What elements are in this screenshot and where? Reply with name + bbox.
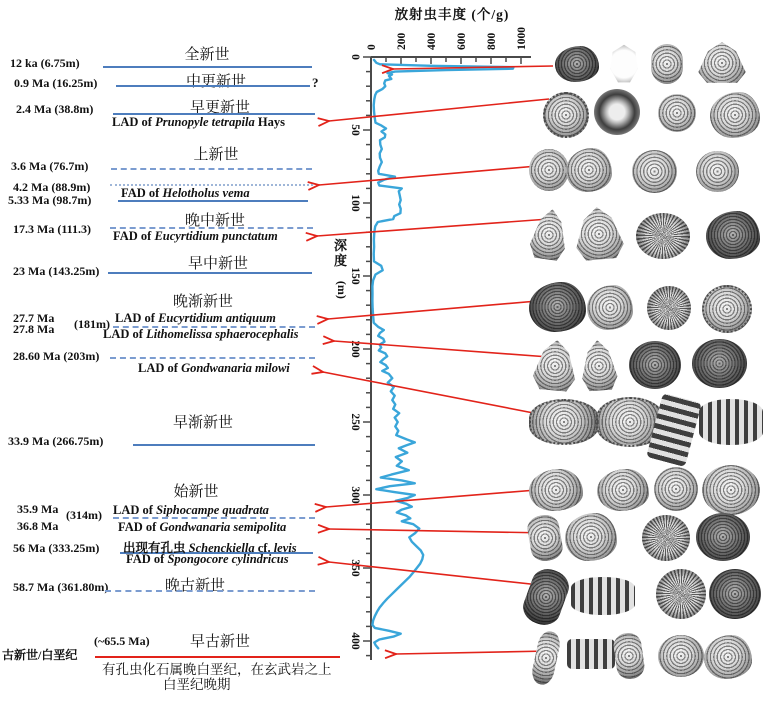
specimen-photo	[529, 399, 599, 445]
specimen-photo	[567, 639, 615, 669]
epoch-label: 早渐新世	[172, 414, 234, 431]
y-tick-label: 300	[349, 486, 361, 504]
epoch-label: 始新世	[173, 483, 219, 500]
specimen-photo	[651, 44, 683, 84]
bottom-note: 有孔虫化石属晚白垩纪，在玄武岩之上	[102, 662, 332, 677]
connector-arrow	[329, 562, 549, 586]
age-label: 28.60 Ma (203m)	[13, 349, 100, 363]
y-axis-title-unit: (m)	[334, 280, 349, 299]
age-label: 27.8 Ma	[13, 322, 55, 336]
specimen-photo	[565, 513, 617, 561]
specimen-photo	[543, 92, 589, 138]
connector-arrow	[317, 219, 549, 236]
bio-event-label: LAD of Eucyrtidium antiquum	[115, 311, 276, 325]
specimen-photo	[656, 569, 706, 619]
epoch-label: 早中新世	[187, 255, 249, 272]
specimen-photo	[642, 515, 690, 561]
specimen-photo	[696, 513, 750, 561]
specimen-photo	[632, 150, 677, 193]
age-label: (~65.5 Ma)	[94, 634, 150, 648]
connector-arrow	[323, 372, 549, 416]
specimen-photo	[710, 92, 760, 138]
x-tick-label: 400	[426, 32, 438, 50]
bio-event-label: FAD of Gondwanaria semipolita	[118, 520, 287, 534]
boundary-line	[111, 168, 312, 170]
age-label: 4.2 Ma (88.9m)	[13, 180, 91, 194]
specimen-photo	[692, 339, 747, 388]
age-label: 36.8 Ma	[17, 519, 59, 533]
age-label: 27.7 Ma	[13, 311, 55, 325]
y-tick-label: 200	[349, 340, 361, 358]
specimen-photo	[647, 286, 691, 330]
epoch-label: 全新世	[184, 46, 230, 63]
epoch-label: 晚古新世	[164, 577, 226, 594]
boundary-line	[116, 85, 310, 87]
specimen-photo	[566, 148, 612, 192]
age-label: 56 Ma (333.25m)	[13, 541, 100, 555]
epoch-label: 早更新世	[189, 99, 251, 116]
specimen-photo	[571, 577, 635, 615]
specimen-photo	[658, 635, 704, 677]
connector-arrow	[319, 165, 549, 185]
bio-event-label: 出现有孔虫 Schenckiella cf. levis	[123, 541, 297, 555]
y-tick-label: 100	[349, 194, 361, 212]
age-label: 58.7 Ma (361.80m)	[13, 580, 109, 594]
age-label: 5.33 Ma (98.7m)	[8, 193, 92, 207]
x-tick-label: 800	[486, 32, 498, 50]
bio-event-label: FAD of Eucyrtidium punctatum	[113, 229, 278, 243]
epoch-label: 中更新世	[185, 73, 247, 90]
age-label: 12 ka (6.75m)	[10, 56, 80, 70]
specimen-photo	[594, 89, 640, 135]
epoch-label: 早古新世	[189, 633, 251, 650]
y-axis-title	[333, 239, 348, 297]
specimen-photo	[529, 282, 586, 332]
x-tick-label: 600	[456, 32, 468, 50]
age-label: 33.9 Ma (266.75m)	[8, 434, 104, 448]
bottom-note: 白垩纪晚期	[163, 677, 231, 692]
bio-event-label: LAD of Siphocampe quadrata	[113, 503, 269, 517]
specimen-photo	[529, 469, 583, 511]
boundary-line	[105, 590, 315, 592]
boundary-line	[103, 66, 312, 68]
age-label: 0.9 Ma (16.25m)	[14, 76, 98, 90]
age-label: 3.6 Ma (76.7m)	[11, 159, 89, 173]
specimen-photo	[629, 341, 681, 389]
x-tick-label: 1000	[516, 27, 528, 50]
specimen-photo	[696, 151, 739, 192]
connector-arrow	[396, 651, 549, 654]
specimen-photo	[706, 211, 760, 259]
x-tick-label: 0	[366, 44, 378, 50]
x-tick-label: 200	[396, 32, 408, 50]
specimen-photo	[702, 465, 760, 515]
x-axis-title: 放射虫丰度 (个/g)	[394, 7, 510, 22]
boundary-line	[133, 444, 315, 446]
specimen-photo	[597, 469, 649, 511]
specimen-photo	[654, 467, 698, 511]
y-axis-title-char: 度	[333, 252, 347, 268]
bio-event-label: FAD of Spongocore cylindricus	[126, 552, 289, 566]
specimen-photo	[555, 46, 599, 82]
age-label: (314m)	[66, 508, 102, 522]
specimen-photo	[658, 94, 696, 132]
uncertainty-question-mark: ?	[312, 75, 319, 90]
boundary-line	[110, 357, 315, 359]
y-tick-label: 150	[349, 267, 361, 285]
y-axis-title-char: 深	[333, 238, 347, 253]
age-label: 古新世/白垩纪	[2, 648, 78, 662]
specimen-photo	[699, 399, 763, 445]
connector-arrow	[329, 529, 549, 533]
epoch-label: 晚中新世	[184, 212, 246, 229]
specimen-photo	[704, 635, 752, 679]
specimen-photo	[587, 285, 633, 330]
bio-event-label: FAD of Helotholus vema	[121, 186, 250, 200]
y-tick-label: 350	[349, 559, 361, 577]
age-label: 2.4 Ma (38.8m)	[16, 102, 94, 116]
age-label: 35.9 Ma	[17, 502, 59, 516]
epoch-label: 晚渐新世	[172, 293, 234, 310]
bio-event-label: LAD of Prunopyle tetrapila Hays	[112, 115, 285, 129]
y-tick-label: 0	[349, 54, 361, 60]
boundary-line	[108, 272, 312, 274]
connector-arrow	[329, 99, 549, 121]
age-label: (181m)	[74, 317, 110, 331]
epoch-label: 上新世	[193, 146, 239, 163]
age-label: 17.3 Ma (111.3)	[13, 222, 91, 236]
connector-arrow	[328, 300, 549, 319]
specimen-photo	[709, 569, 761, 619]
bio-event-label: LAD of Lithomelissa sphaerocephalis	[103, 327, 299, 341]
y-tick-label: 400	[349, 632, 361, 650]
age-label: 23 Ma (143.25m)	[13, 264, 100, 278]
y-tick-label: 50	[349, 124, 361, 136]
specimen-photo	[702, 285, 752, 333]
y-tick-label: 250	[349, 413, 361, 431]
specimen-photo	[636, 213, 690, 259]
specimen-photo	[529, 149, 569, 191]
abundance-curve	[372, 60, 513, 648]
bio-event-label: LAD of Gondwanaria milowi	[138, 361, 290, 375]
